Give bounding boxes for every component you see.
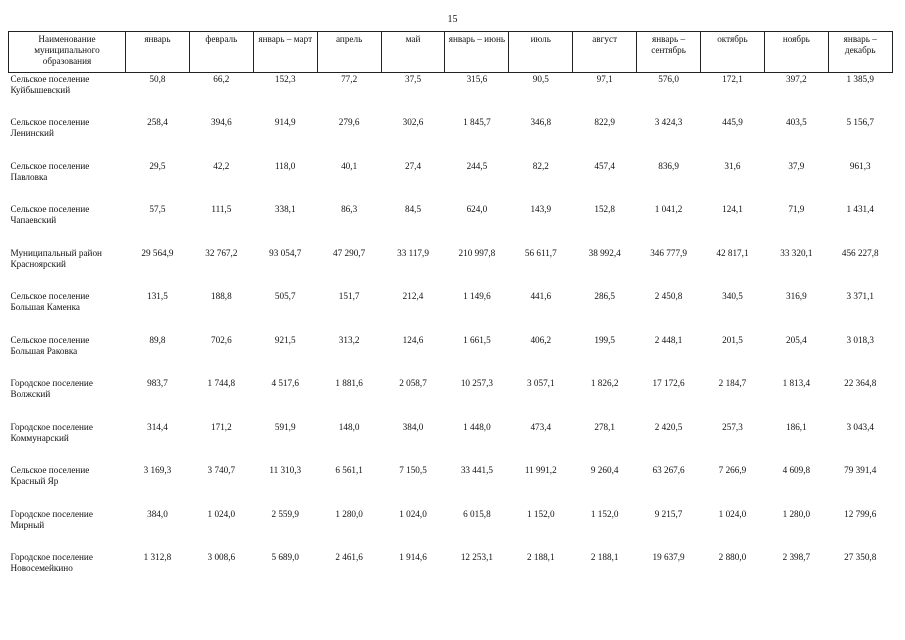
header-november: ноябрь xyxy=(764,32,828,73)
value-cell: 19 637,9 xyxy=(652,552,685,562)
value-cell: 1 152,0 xyxy=(527,508,555,519)
value-cell: 56 611,7 xyxy=(524,247,557,258)
value-cell: 313,2 xyxy=(338,334,360,345)
municipality-name-cell xyxy=(9,247,126,291)
value-cell: 505,7 xyxy=(274,291,296,301)
value-cell: 212,4 xyxy=(402,291,424,301)
value-cell: 199,5 xyxy=(594,334,616,345)
value-cell: 37,9 xyxy=(788,160,805,171)
header-july: июль xyxy=(509,32,573,73)
value-cell: 10 257,3 xyxy=(460,378,493,388)
value-cell: 3 008,6 xyxy=(207,552,236,562)
value-cell: 22 364,8 xyxy=(844,378,877,388)
value-cell: 316,9 xyxy=(786,291,807,301)
value-cell: 6 561,1 xyxy=(335,465,363,475)
municipality-name-cell xyxy=(9,464,126,508)
value-cell: 1 041,2 xyxy=(654,204,683,214)
header-august: август xyxy=(573,32,637,73)
value-cell: 1 385,9 xyxy=(846,74,875,84)
value-cell: 2 184,7 xyxy=(718,378,747,388)
table-row xyxy=(9,160,893,204)
table-row xyxy=(9,247,893,291)
value-cell: 456 227,8 xyxy=(841,247,879,258)
value-cell: 2 398,7 xyxy=(782,552,811,562)
value-cell: 1 312,8 xyxy=(143,552,172,562)
municipality-name-cell xyxy=(9,203,126,247)
municipality-name-cell xyxy=(9,116,126,160)
value-cell: 1 845,7 xyxy=(463,117,491,127)
value-cell: 1 448,0 xyxy=(463,421,491,432)
value-cell: 3 043,4 xyxy=(846,421,875,432)
value-cell: 42,2 xyxy=(213,160,230,171)
value-cell: 279,6 xyxy=(338,117,360,127)
municipality-name-cell xyxy=(9,334,126,378)
header-january-december: январь – декабрь xyxy=(828,32,892,73)
value-cell: 143,9 xyxy=(530,204,552,214)
value-cell: 5 156,7 xyxy=(846,117,875,127)
municipality-type: Сельское поселение xyxy=(10,465,90,475)
header-row xyxy=(9,32,893,73)
value-cell: 93 054,7 xyxy=(269,247,302,258)
value-cell: 82,2 xyxy=(532,160,549,171)
header-january-march: январь – март xyxy=(253,32,317,73)
table-row xyxy=(9,116,893,160)
value-cell: 403,5 xyxy=(786,117,807,127)
value-cell: 71,9 xyxy=(788,204,805,214)
header-may: май xyxy=(381,32,445,73)
municipality-title: Волжский xyxy=(10,389,51,399)
value-cell: 111,5 xyxy=(211,204,232,214)
value-cell: 346 777,9 xyxy=(650,247,687,258)
value-cell: 63 267,6 xyxy=(652,465,685,475)
value-cell: 473,4 xyxy=(530,421,552,432)
municipality-name-cell xyxy=(9,551,126,595)
value-cell: 1 826,2 xyxy=(590,378,619,388)
value-cell: 1 280,0 xyxy=(782,508,811,519)
value-cell: 1 661,5 xyxy=(463,334,491,345)
header-municipality: Наименование муниципального образования xyxy=(9,32,126,73)
municipality-title: Красный Яр xyxy=(10,476,59,486)
municipality-name-cell xyxy=(9,290,126,334)
table-header xyxy=(9,32,893,73)
value-cell: 188,8 xyxy=(211,291,232,301)
municipality-type: Городское поселение xyxy=(10,552,93,562)
data-table xyxy=(8,31,893,595)
municipality-type: Сельское поселение xyxy=(10,334,90,345)
value-cell: 346,8 xyxy=(530,117,552,127)
table-row xyxy=(9,464,893,508)
value-cell: 66,2 xyxy=(213,74,230,84)
municipality-type: Сельское поселение xyxy=(10,291,90,301)
value-cell: 1 280,0 xyxy=(335,508,363,519)
value-cell: 338,1 xyxy=(274,204,296,214)
value-cell: 1 024,0 xyxy=(399,508,427,519)
value-cell: 576,0 xyxy=(658,74,679,84)
value-cell: 32 767,2 xyxy=(205,247,238,258)
value-cell: 314,4 xyxy=(147,421,168,432)
table-row xyxy=(9,203,893,247)
value-cell: 457,4 xyxy=(594,160,616,171)
value-cell: 286,5 xyxy=(594,291,616,301)
value-cell: 441,6 xyxy=(530,291,552,301)
value-cell: 702,6 xyxy=(211,334,232,345)
value-cell: 47 290,7 xyxy=(333,247,366,258)
value-cell: 394,6 xyxy=(211,117,232,127)
value-cell: 2 450,8 xyxy=(654,291,683,301)
value-cell: 201,5 xyxy=(722,334,743,345)
value-cell: 9 215,7 xyxy=(654,508,683,519)
value-cell: 302,6 xyxy=(402,117,424,127)
header-october: октябрь xyxy=(701,32,765,73)
municipality-type: Сельское поселение xyxy=(10,74,90,84)
value-cell: 3 424,3 xyxy=(654,117,683,127)
value-cell: 27 350,8 xyxy=(844,552,877,562)
value-cell: 2 448,1 xyxy=(654,334,683,345)
value-cell: 1 914,6 xyxy=(399,552,427,562)
value-cell: 29 564,9 xyxy=(141,247,174,258)
value-cell: 1 431,4 xyxy=(846,204,875,214)
value-cell: 33 117,9 xyxy=(397,247,429,258)
value-cell: 244,5 xyxy=(466,160,488,171)
municipality-title: Мирный xyxy=(10,519,45,530)
value-cell: 17 172,6 xyxy=(652,378,685,388)
value-cell: 12 799,6 xyxy=(844,508,877,519)
value-cell: 983,7 xyxy=(147,378,168,388)
value-cell: 38 992,4 xyxy=(588,247,621,258)
value-cell: 186,1 xyxy=(786,421,807,432)
value-cell: 31,6 xyxy=(724,160,741,171)
value-cell: 42 817,1 xyxy=(716,247,749,258)
value-cell: 7 150,5 xyxy=(399,465,427,475)
value-cell: 3 740,7 xyxy=(207,465,236,475)
municipality-title: Коммунарский xyxy=(10,432,69,443)
value-cell: 921,5 xyxy=(274,334,296,345)
municipality-name-cell xyxy=(9,160,126,204)
municipality-title: Ленинский xyxy=(10,128,54,138)
municipality-name-cell xyxy=(9,377,126,421)
value-cell: 131,5 xyxy=(147,291,168,301)
municipality-type: Муниципальный район xyxy=(10,247,102,258)
value-cell: 90,5 xyxy=(532,74,549,84)
header-february: февраль xyxy=(189,32,253,73)
value-cell: 152,3 xyxy=(274,74,296,84)
value-cell: 961,3 xyxy=(849,160,871,171)
value-cell: 11 310,3 xyxy=(269,465,302,475)
municipality-type: Сельское поселение xyxy=(10,117,90,127)
municipality-type: Городское поселение xyxy=(10,378,93,388)
value-cell: 79 391,4 xyxy=(844,465,877,475)
municipality-title: Павловка xyxy=(10,171,48,182)
value-cell: 1 881,6 xyxy=(335,378,363,388)
value-cell: 11 991,2 xyxy=(524,465,557,475)
value-cell: 591,9 xyxy=(274,421,296,432)
municipality-type: Сельское поселение xyxy=(10,204,90,214)
value-cell: 97,1 xyxy=(596,74,613,84)
table-row xyxy=(9,421,893,465)
value-cell: 1 744,8 xyxy=(207,378,236,388)
municipality-title: Новосемейкино xyxy=(10,563,73,573)
table-row xyxy=(9,290,893,334)
value-cell: 124,6 xyxy=(402,334,424,345)
value-cell: 6 015,8 xyxy=(463,508,491,519)
value-cell: 27,4 xyxy=(404,160,422,171)
municipality-title: Красноярский xyxy=(10,258,66,269)
municipality-type: Сельское поселение xyxy=(10,160,90,171)
value-cell: 12 253,1 xyxy=(460,552,493,562)
value-cell: 40,1 xyxy=(341,160,358,171)
value-cell: 86,3 xyxy=(341,204,358,214)
value-cell: 315,6 xyxy=(466,74,488,84)
value-cell: 151,7 xyxy=(338,291,360,301)
value-cell: 124,1 xyxy=(722,204,743,214)
value-cell: 171,2 xyxy=(211,421,232,432)
value-cell: 397,2 xyxy=(786,74,807,84)
value-cell: 1 149,6 xyxy=(463,291,491,301)
value-cell: 3 057,1 xyxy=(527,378,555,388)
value-cell: 5 689,0 xyxy=(271,552,299,562)
municipality-type: Городское поселение xyxy=(10,421,93,432)
value-cell: 9 260,4 xyxy=(590,465,619,475)
value-cell: 278,1 xyxy=(594,421,616,432)
value-cell: 624,0 xyxy=(466,204,488,214)
value-cell: 210 997,8 xyxy=(458,247,496,258)
value-cell: 1 813,4 xyxy=(782,378,811,388)
value-cell: 84,5 xyxy=(404,204,422,214)
value-cell: 29,5 xyxy=(149,160,166,171)
value-cell: 152,8 xyxy=(594,204,616,214)
value-cell: 7 266,9 xyxy=(718,465,747,475)
table-row xyxy=(9,551,893,595)
value-cell: 37,5 xyxy=(404,74,422,84)
value-cell: 4 517,6 xyxy=(271,378,299,388)
value-cell: 384,0 xyxy=(147,508,168,519)
value-cell: 89,8 xyxy=(149,334,166,345)
value-cell: 257,3 xyxy=(722,421,743,432)
value-cell: 2 420,5 xyxy=(654,421,683,432)
value-cell: 50,8 xyxy=(149,74,166,84)
value-cell: 33 441,5 xyxy=(460,465,493,475)
table-row xyxy=(9,334,893,378)
value-cell: 77,2 xyxy=(341,74,358,84)
value-cell: 172,1 xyxy=(722,74,743,84)
value-cell: 1 024,0 xyxy=(718,508,747,519)
municipality-name-cell xyxy=(9,73,126,117)
value-cell: 205,4 xyxy=(786,334,807,345)
value-cell: 3 371,1 xyxy=(846,291,875,301)
value-cell: 2 461,6 xyxy=(335,552,363,562)
table-row xyxy=(9,508,893,552)
value-cell: 340,5 xyxy=(722,291,743,301)
value-cell: 148,0 xyxy=(338,421,360,432)
municipality-name-cell xyxy=(9,421,126,465)
value-cell: 1 024,0 xyxy=(207,508,236,519)
municipality-title: Большая Раковка xyxy=(10,345,78,356)
value-cell: 4 609,8 xyxy=(782,465,811,475)
header-january-september: январь – сентябрь xyxy=(637,32,701,73)
value-cell: 2 880,0 xyxy=(718,552,747,562)
header-january-june: январь – июнь xyxy=(445,32,509,73)
value-cell: 118,0 xyxy=(275,160,296,171)
value-cell: 3 169,3 xyxy=(143,465,172,475)
value-cell: 836,9 xyxy=(658,160,679,171)
header-april: апрель xyxy=(317,32,381,73)
value-cell: 445,9 xyxy=(722,117,743,127)
page-number: 15 xyxy=(447,14,458,25)
value-cell: 3 018,3 xyxy=(846,334,875,345)
municipality-title: Чапаевский xyxy=(10,215,57,225)
municipality-type: Городское поселение xyxy=(10,508,93,519)
value-cell: 57,5 xyxy=(149,204,166,214)
value-cell: 914,9 xyxy=(274,117,296,127)
value-cell: 406,2 xyxy=(530,334,552,345)
value-cell: 2 188,1 xyxy=(527,552,555,562)
header-january: январь xyxy=(126,32,190,73)
value-cell: 2 188,1 xyxy=(590,552,619,562)
table-row xyxy=(9,377,893,421)
value-cell: 2 559,9 xyxy=(271,508,299,519)
value-cell: 822,9 xyxy=(594,117,616,127)
table-body xyxy=(9,73,893,595)
value-cell: 33 320,1 xyxy=(780,247,813,258)
municipality-name-cell xyxy=(9,508,126,552)
table-row xyxy=(9,73,893,117)
value-cell: 1 152,0 xyxy=(590,508,619,519)
municipality-title: Куйбышевский xyxy=(10,85,71,95)
municipality-title: Большая Каменка xyxy=(10,302,80,312)
value-cell: 258,4 xyxy=(147,117,168,127)
value-cell: 384,0 xyxy=(402,421,424,432)
value-cell: 2 058,7 xyxy=(399,378,427,388)
